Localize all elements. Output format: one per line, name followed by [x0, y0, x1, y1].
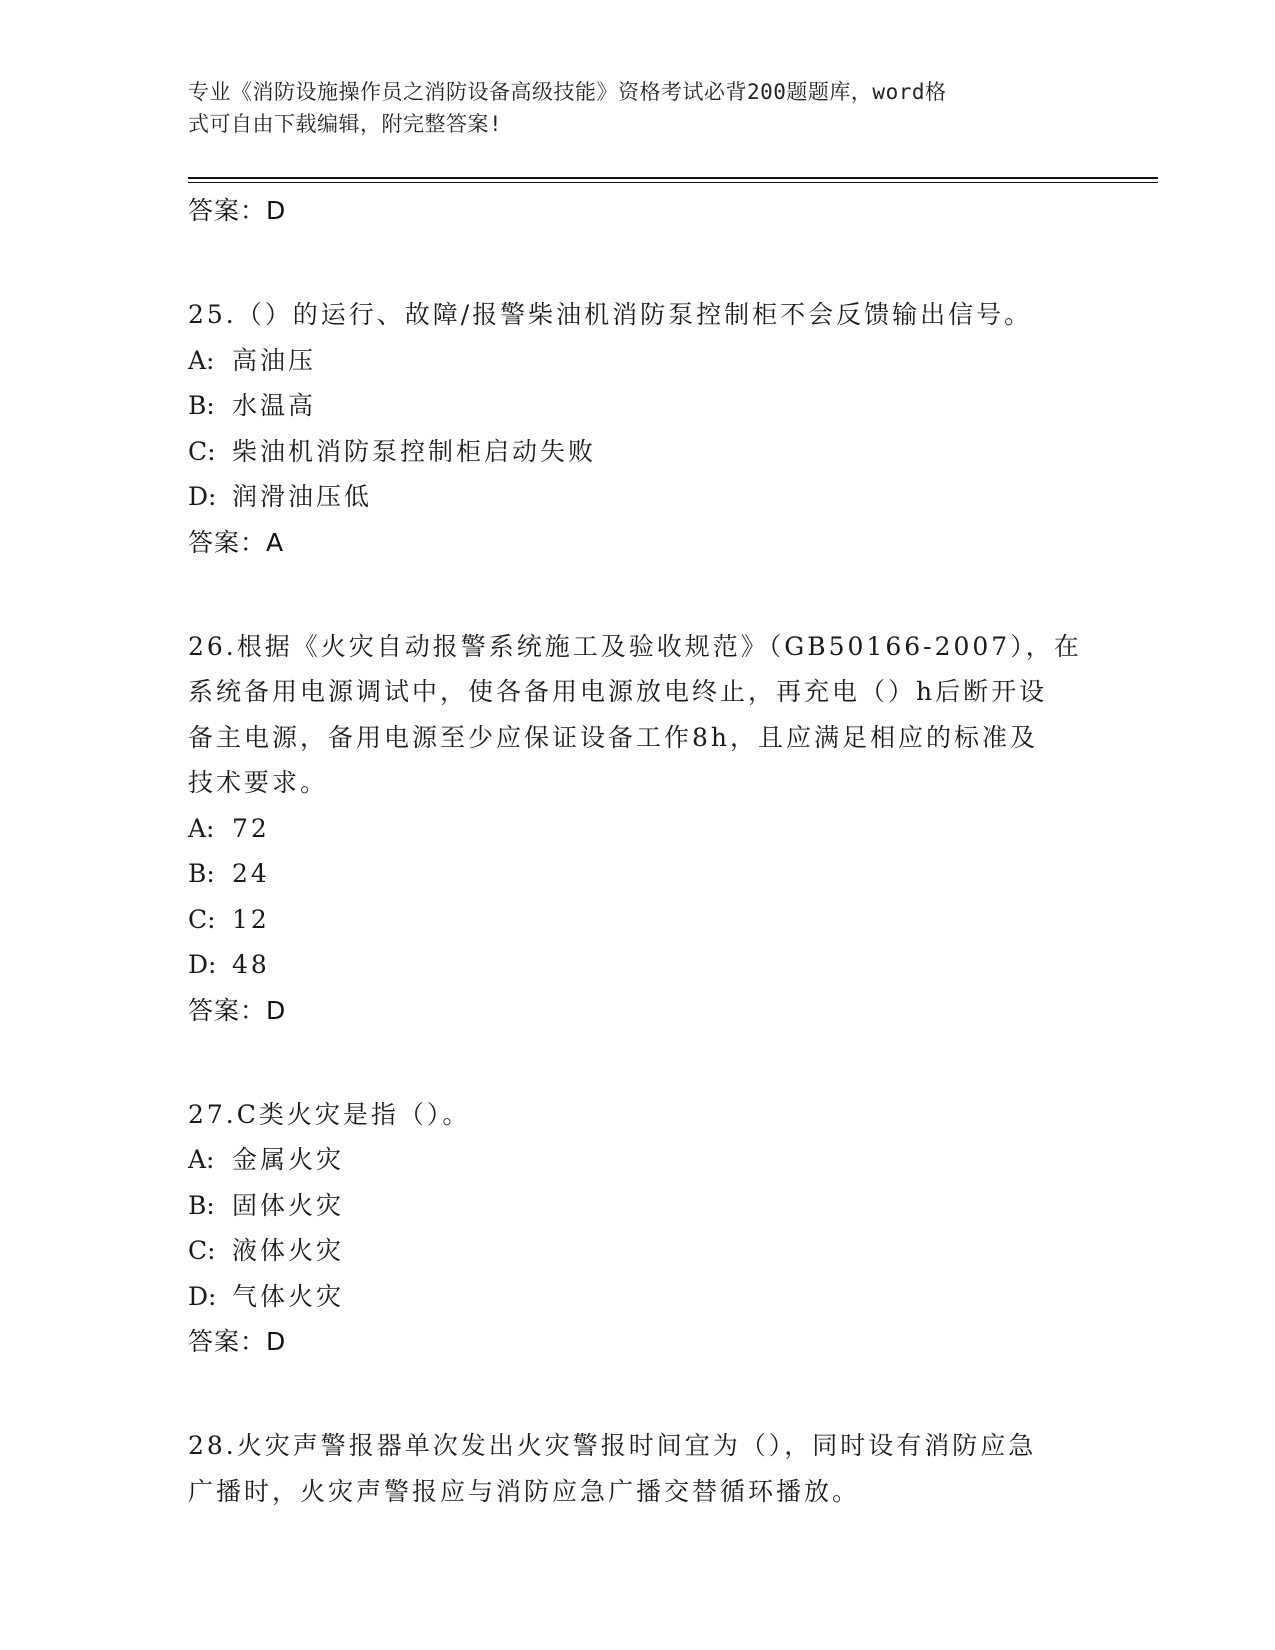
question-text: 25.（）的运行、故障/报警柴油机消防泵控制柜不会反馈输出信号。: [188, 300, 1033, 329]
option-d: [188, 1274, 1088, 1320]
question-block: [188, 1423, 1088, 1514]
option-letter: B:: [188, 1190, 215, 1220]
answer-line: 答案：A: [188, 527, 285, 557]
question-text: 26.根据《火灾自动报警系统施工及验收规范》（GB50166-2007），在: [188, 631, 1082, 661]
header-rule-thin: [188, 182, 1158, 183]
option-c: [188, 897, 1088, 943]
question-block: [188, 624, 1088, 1034]
option-text: 金属火灾: [232, 1145, 345, 1174]
answer-line: 答案：D: [188, 196, 287, 225]
option-text: 高油压: [232, 345, 317, 375]
question-text: 27.C类火灾是指（）。: [188, 1099, 471, 1129]
option-text: 72: [232, 813, 270, 843]
question-text: 技术要求。: [188, 768, 329, 797]
option-text: 48: [232, 950, 270, 979]
option-text: 液体火灾: [232, 1236, 345, 1265]
option-a: [188, 1137, 1088, 1183]
question-text: 28.火灾声警报器单次发出火灾警报时间宜为（），同时设有消防应急: [188, 1431, 1037, 1460]
option-letter: A:: [188, 345, 215, 375]
document-body: [188, 188, 1088, 1514]
question-text: 系统备用电源调试中，使各备用电源放电终止，再充电（）h后断开设: [188, 677, 1048, 706]
option-letter: D:: [188, 950, 217, 979]
answer-line: 答案：D: [188, 995, 287, 1025]
option-c: [188, 1228, 1088, 1274]
option-text: 12: [232, 904, 270, 934]
option-b: [188, 851, 1088, 897]
option-d: [188, 474, 1088, 520]
question-text: 备主电源，备用电源至少应保证设备工作8h，且应满足相应的标准及: [188, 722, 1039, 752]
question-text: 广播时，火灾声警报应与消防应急广播交替循环播放。: [188, 1476, 861, 1506]
option-letter: B:: [188, 391, 215, 420]
question-block: [188, 1092, 1088, 1366]
option-c: [188, 429, 1088, 475]
header-line-2: 式可自由下载编辑，附完整答案!: [188, 112, 503, 136]
option-text: 润滑油压低: [232, 482, 373, 511]
question-block: [188, 292, 1088, 566]
option-text: 气体火灾: [232, 1281, 345, 1311]
option-letter: A:: [188, 1145, 215, 1174]
option-a: [188, 806, 1088, 852]
option-text: 柴油机消防泵控制柜启动失败: [232, 436, 597, 466]
option-letter: D:: [188, 482, 217, 511]
document-header: [188, 76, 1068, 140]
option-letter: B:: [188, 859, 215, 888]
option-text: 24: [232, 859, 270, 888]
header-line-1: 专业《消防设施操作员之消防设备高级技能》资格考试必背200题题库，word格: [188, 80, 947, 104]
option-letter: A:: [188, 813, 215, 843]
option-letter: C:: [188, 436, 216, 466]
option-text: 固体火灾: [232, 1190, 345, 1220]
option-text: 水温高: [232, 391, 317, 420]
option-letter: D:: [188, 1281, 217, 1311]
option-b: [188, 1183, 1088, 1229]
option-letter: C:: [188, 1236, 216, 1265]
option-letter: C:: [188, 904, 216, 934]
answer-line: 答案：D: [188, 1327, 287, 1356]
option-d: [188, 942, 1088, 988]
header-rule-thick: [188, 177, 1158, 179]
option-b: [188, 383, 1088, 429]
option-a: [188, 338, 1088, 384]
